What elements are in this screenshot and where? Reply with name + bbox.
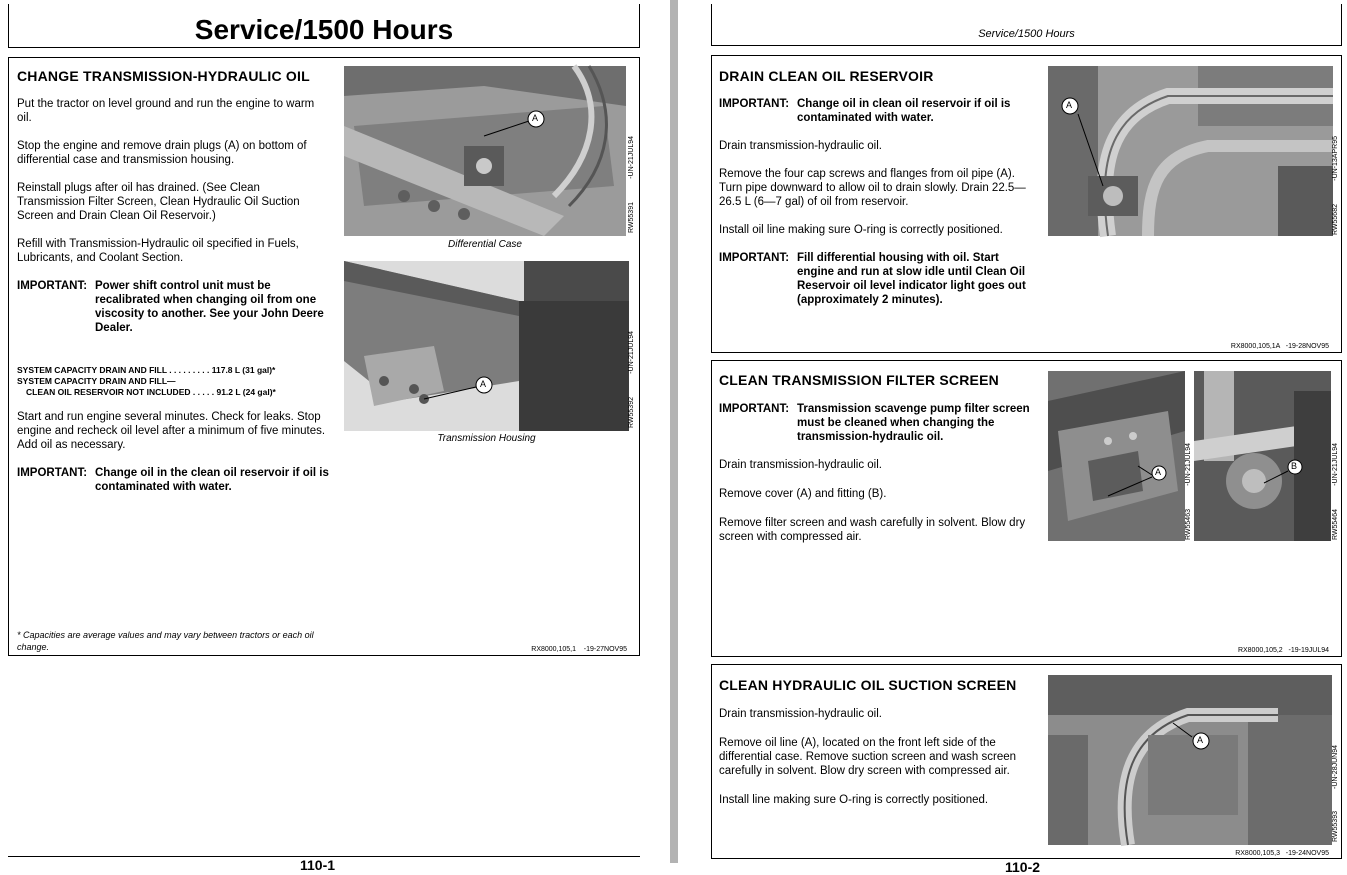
section-title: CLEAN HYDRAULIC OIL SUCTION SCREEN — [719, 677, 1017, 693]
oil-pipe-photo — [1048, 66, 1333, 236]
left-section-change-oil — [8, 57, 640, 656]
paragraph: Drain transmission-hydraulic oil. — [719, 140, 882, 152]
figure-id-bottom: RW55682 — [1332, 204, 1339, 236]
paragraph: Put the tractor on level ground and run the engine to warm oil. — [17, 98, 315, 124]
right-page-number: 110-2 — [1005, 859, 1041, 875]
section-clean-transmission-filter-screen — [711, 360, 1342, 657]
section-clean-hydraulic-oil-suction-screen — [711, 664, 1342, 859]
section-title: DRAIN CLEAN OIL RESERVOIR — [719, 68, 934, 84]
figure-id-top: -UN-21JUL94 — [1185, 443, 1192, 486]
figure-id-bottom: RW55391 — [628, 202, 635, 234]
important-text: Change oil in clean oil reservoir if oil is contaminated with water. — [797, 98, 1011, 124]
section-drain-clean-oil-reservoir — [711, 55, 1342, 353]
oil-line-photo — [1048, 675, 1332, 845]
left-page-number: 110-1 — [300, 857, 336, 873]
reference-code: RX8000,105,1A -19-28NOV95 — [1230, 343, 1329, 350]
callout-label: A — [480, 379, 487, 389]
figure-id-bottom: RW55463 — [1185, 509, 1192, 541]
callout-label: A — [1197, 735, 1204, 745]
capacity-spec: SYSTEM CAPACITY DRAIN AND FILL . . . . . . . . . 117.8 L (31 gal)* — [17, 365, 276, 375]
important-text: Fill differential housing with oil. Start engine and run at slow idle until Clean Oil Reservoir oil level indicator light goes out (approximately 2 minutes). — [797, 252, 1026, 306]
section-body — [719, 402, 1039, 544]
figure-id-top: -UN-21JUL94 — [628, 136, 635, 179]
paragraph: Stop the engine and remove drain plugs (A) on bottom of differential case and transmission housing. — [17, 140, 307, 166]
important-text: Transmission scavenge pump filter screen must be cleaned when changing the transmission-hydraulic oil. — [797, 403, 1030, 443]
important-text: Change oil in the clean oil reservoir if oil is contaminated with water. — [95, 467, 329, 493]
callout-label: A — [532, 113, 539, 123]
callout-label: A — [1066, 100, 1073, 110]
section-body — [719, 707, 1039, 807]
figure-id-top: -UN-21JUL94 — [628, 331, 635, 374]
left-page-title: Service/1500 Hours — [194, 14, 454, 45]
right-page-title: Service/1500 Hours — [978, 28, 1075, 40]
figure-caption: Differential Case — [448, 239, 522, 250]
differential-case-photo — [344, 66, 626, 236]
important-label: IMPORTANT: — [719, 98, 790, 110]
callout-label: A — [1155, 467, 1162, 477]
important-label: IMPORTANT: — [17, 280, 88, 292]
paragraph: Remove oil line (A), located on the front left side of the differential case. Remove suction screen and wash screen carefully in solvent. Blow dry screen with compressed air. — [719, 737, 1017, 777]
figure-id-top: -UN-13APR95 — [1332, 136, 1339, 181]
callout-label: B — [1291, 461, 1298, 471]
left-page-header — [8, 4, 640, 48]
section-title: CLEAN TRANSMISSION FILTER SCREEN — [719, 372, 999, 388]
filter-cover-photo — [1048, 371, 1185, 541]
paragraph: Remove filter screen and wash carefully in solvent. Blow dry screen with compressed air. — [719, 517, 1026, 543]
important-label: IMPORTANT: — [719, 403, 790, 415]
figure-id-bottom: RW55393 — [1332, 811, 1339, 843]
page-gutter — [670, 0, 678, 863]
right-page-header — [711, 4, 1342, 46]
paragraph: Refill with Transmission-Hydraulic oil specified in Fuels, Lubricants, and Coolant Section. — [17, 238, 299, 264]
figure-caption: Transmission Housing — [437, 433, 536, 444]
footnote: * Capacities are average values and may vary between tractors or each oil change. — [17, 630, 314, 652]
capacity-spec: SYSTEM CAPACITY DRAIN AND FILL— — [17, 376, 176, 386]
figure-id-bottom: RW55464 — [1332, 509, 1339, 541]
paragraph: Drain transmission-hydraulic oil. — [719, 708, 882, 720]
figure-id-bottom: RW55392 — [628, 397, 635, 429]
section-body — [719, 97, 1037, 307]
important-note — [17, 466, 329, 494]
filter-fitting-photo — [1194, 371, 1331, 541]
important-note — [17, 279, 329, 335]
figure-id-top: -UN-21JUL94 — [1332, 443, 1339, 486]
important-text: Power shift control unit must be recalibrated when changing oil from one viscosity to another. See your John Deere Dealer. — [95, 280, 324, 334]
paragraph: Start and run engine several minutes. Check for leaks. Stop engine and recheck oil level after a minimum of five minutes. Add oil as necessary. — [17, 411, 326, 451]
paragraph: Install oil line making sure O-ring is correctly positioned. — [719, 224, 1003, 236]
transmission-housing-photo — [344, 261, 629, 431]
paragraph: Remove cover (A) and fitting (B). — [719, 488, 887, 500]
section-body — [17, 97, 329, 494]
important-note — [719, 402, 1039, 444]
important-note — [719, 97, 1037, 125]
paragraph: Remove the four cap screws and flanges from oil pipe (A). Turn pipe downward to allow oil to drain slowly. Drain 22.5—26.5 L (6—7 gal) of oil from reservoir. — [719, 168, 1026, 208]
section-title: CHANGE TRANSMISSION-HYDRAULIC OIL — [17, 68, 310, 84]
important-label: IMPORTANT: — [719, 252, 790, 264]
paragraph: Reinstall plugs after oil has drained. (See Clean Transmission Filter Screen, Clean Hydraulic Oil Suction Screen and Drain Clean Oil Reservoir.) — [17, 182, 300, 222]
capacity-spec: CLEAN OIL RESERVOIR NOT INCLUDED . . . . . 91.2 L (24 gal)* — [26, 387, 276, 397]
reference-code: RX8000,105,3 -19-24NOV95 — [1235, 850, 1329, 857]
paragraph: Install line making sure O-ring is correctly positioned. — [719, 794, 989, 806]
reference-code: RX8000,105,2 -19-19JUL94 — [1237, 647, 1329, 654]
paragraph: Drain transmission-hydraulic oil. — [719, 459, 882, 471]
important-note — [719, 251, 1037, 307]
important-label: IMPORTANT: — [17, 467, 88, 479]
figure-id-top: -UN-28JUN94 — [1332, 745, 1339, 789]
reference-code: RX8000,105,1 -19-27NOV95 — [531, 646, 627, 653]
